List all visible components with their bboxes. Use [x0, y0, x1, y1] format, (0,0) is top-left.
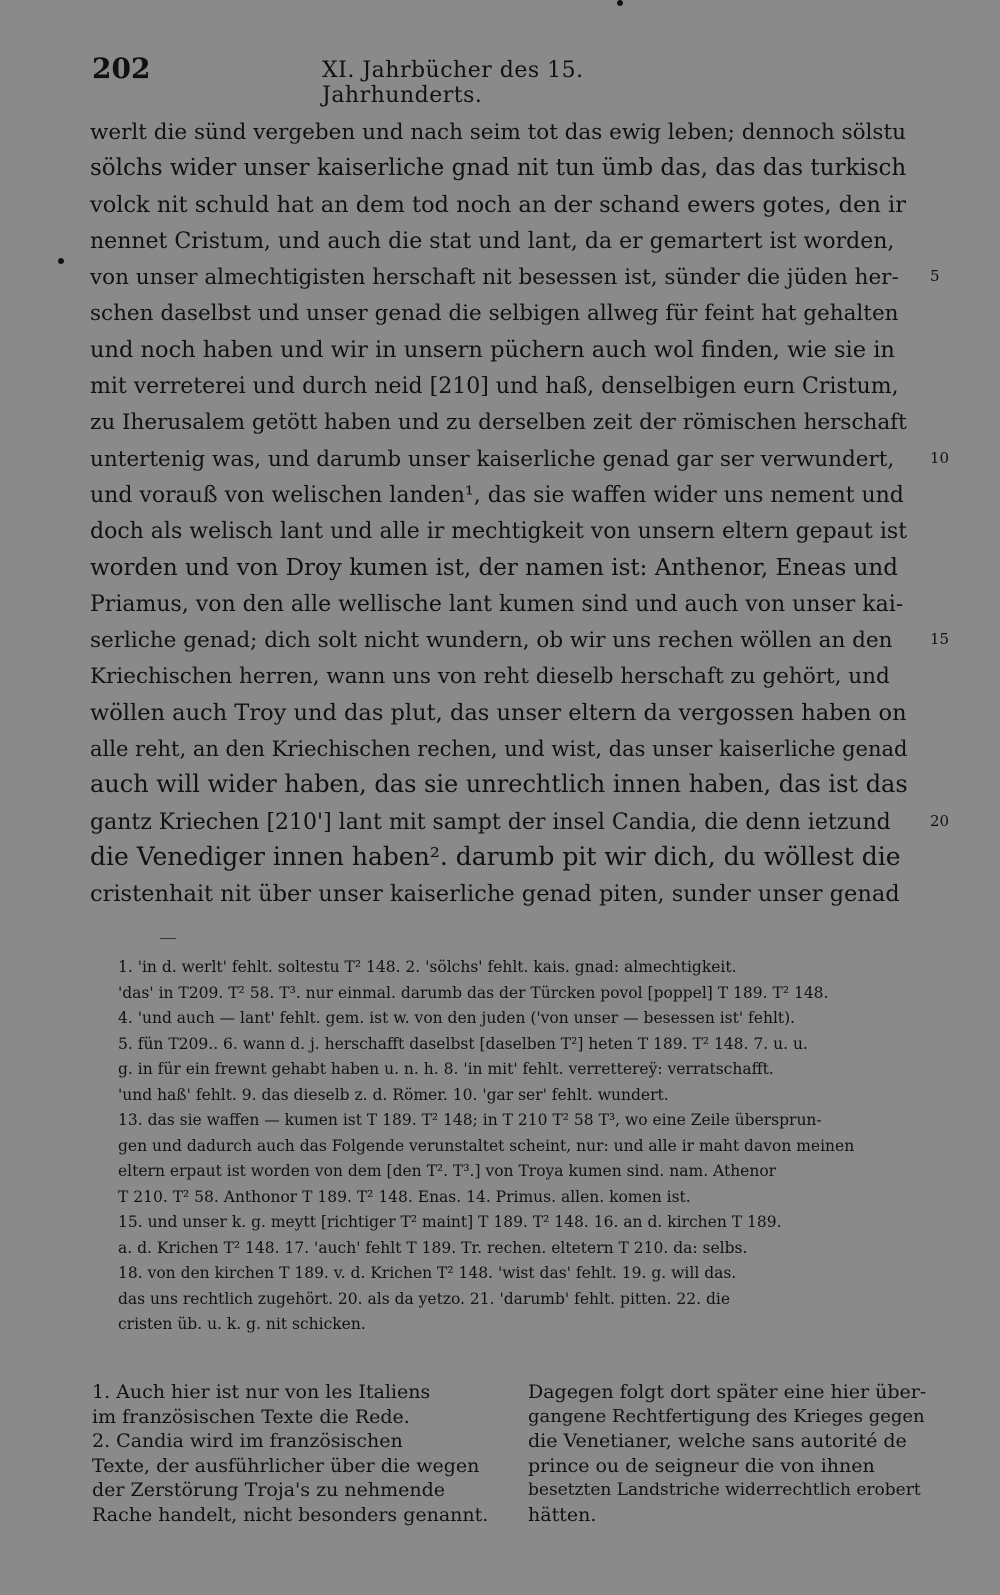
page-number: 202: [92, 52, 151, 85]
line-number: 5: [930, 267, 940, 286]
apparatus-line: 18. von den kirchen T 189. v. d. Krichen T² 148. 'wist das' fehlt. 19. g. will das.: [118, 1264, 737, 1282]
text-line-content: sölchs wider unser kaiserliche gnad nit tun ümb das, das das turkisch: [90, 155, 907, 182]
text-line-content: von unser almechtigisten herschaft nit besessen ist, sünder die jüden her-: [90, 265, 899, 291]
note-line: prince ou de seigneur die von ihnen: [528, 1454, 875, 1477]
apparatus-line: a. d. Krichen T² 148. 17. 'auch' fehlt T 189. Tr. rechen. eltetern T 210. da: selbs.: [118, 1238, 748, 1257]
critical-apparatus: [118, 955, 918, 1338]
apparatus-line: g. in für ein frewnt gehabt haben u. n. h. 8. 'in mit' fehlt. verrettereÿ: verratschafft.: [118, 1060, 774, 1078]
text-line: [90, 222, 920, 258]
footnote-divider: [160, 938, 176, 939]
ink-speck: [617, 0, 623, 6]
line-number: 15: [930, 630, 950, 649]
note-line: der Zerstörung Troja's zu nehmende: [92, 1479, 445, 1501]
text-line-content: zu Iherusalem getött haben und zu derselben zeit der römischen herschaft: [90, 410, 907, 436]
text-line: [90, 367, 920, 403]
note-line: die Venetianer, welche sans autorité de: [528, 1430, 907, 1452]
text-line: [90, 294, 920, 330]
note-line: gangene Rechtfertigung des Krieges gegen: [528, 1405, 925, 1427]
text-line-content: nennet Cristum, und auch die stat und lant, da er gemartert ist worden,: [90, 228, 895, 254]
apparatus-line: eltern erpaut ist worden von dem [den T². T³.] von Troya kumen sind. nam. Athenor: [118, 1162, 777, 1180]
text-line: [90, 149, 920, 185]
note-line: Texte, der ausführlicher über die wegen: [92, 1454, 480, 1477]
text-line-content: untertenig was, und darumb unser kaiserliche genad gar ser verwundert,: [90, 446, 895, 472]
notes-right-column: [528, 1380, 928, 1527]
text-line-content: volck nit schuld hat an dem tod noch an der schand ewers gotes, den ir: [90, 191, 906, 218]
text-line: [90, 730, 920, 766]
text-line: [90, 549, 920, 585]
text-line-content: schen daselbst und unser genad die selbigen allweg für feint hat gehalten: [90, 301, 899, 327]
note-line: hätten.: [528, 1503, 597, 1526]
text-line-content: auch will wider haben, das sie unrechtlich innen haben, das ist das: [90, 770, 908, 799]
text-line: [90, 512, 920, 548]
apparatus-line: 13. das sie waffen — kumen ist T 189. T² 148; in T 210 T² 58 T³, wo eine Zeile übersprun-: [118, 1111, 822, 1129]
text-line-content: Priamus, von den alle wellische lant kumen sind und auch von unser kai-: [90, 591, 904, 617]
note-line: 2. Candia wird im französischen: [92, 1430, 403, 1452]
text-line-content: die Venediger innen haben². darumb pit wir dich, du wöllest die: [90, 841, 901, 871]
line-number: 20: [930, 811, 950, 830]
text-line: [90, 803, 950, 839]
page-header: [92, 52, 732, 108]
apparatus-line: 15. und unser k. g. meytt [richtiger T² maint] T 189. T² 148. 16. an d. kirchen T 189.: [118, 1213, 782, 1231]
apparatus-line: das uns rechtlich zugehört. 20. als da yetzo. 21. 'darumb' fehlt. pitten. 22. die: [118, 1289, 731, 1308]
text-line-content: werlt die sünd vergeben und nach seim tot das ewig leben; dennoch sölstu: [90, 120, 906, 145]
text-line-content: wöllen auch Troy und das plut, das unser eltern da vergossen haben on: [90, 699, 907, 726]
text-line: [90, 258, 940, 294]
text-line-content: und vorauß von welischen landen¹, das sie waffen wider uns nement und: [90, 482, 904, 508]
text-line: [90, 694, 920, 730]
ink-speck: [58, 258, 64, 264]
apparatus-line: gen und dadurch auch das Folgende verunstaltet scheint, nur: und alle ir maht davon meinen: [118, 1136, 855, 1155]
text-line-content: alle reht, an den Kriechischen rechen, und wist, das unser kaiserliche genad: [90, 737, 908, 762]
text-line-content: worden und von Droy kumen ist, der namen ist: Anthenor, Eneas und: [90, 554, 898, 581]
text-line-content: cristenhait nit über unser kaiserliche genad piten, sunder unser genad: [90, 881, 900, 908]
text-line: [90, 331, 920, 367]
text-line: [90, 766, 920, 802]
notes-left-column: [92, 1380, 492, 1527]
apparatus-line: cristen üb. u. k. g. nit schicken.: [118, 1315, 366, 1333]
text-line: [90, 113, 920, 149]
text-line: [90, 403, 920, 439]
note-line: 1. Auch hier ist nur von les Italiens: [92, 1381, 431, 1403]
text-line-content: gantz Kriechen [210'] lant mit sampt der insel Candia, die denn ietzund: [90, 809, 891, 835]
apparatus-line: 'das' in T209. T² 58. T³. nur einmal. darumb das der Türcken povol [poppel] T 189. T² 148.: [118, 983, 829, 1002]
apparatus-line: 4. 'und auch — lant' fehlt. gem. ist w. von den juden ('von unser — besessen ist' fehlt).: [118, 1009, 796, 1027]
apparatus-line: 1. 'in d. werlt' fehlt. soltestu T² 148. 2. 'sölchs' fehlt. kais. gnad: almechtigkeit.: [118, 958, 737, 976]
text-line-content: doch als welisch lant und alle ir mechtigkeit von unsern eltern gepaut ist: [90, 519, 908, 545]
line-number: 10: [930, 448, 950, 467]
running-title: XI. Jahrbücher des 15. Jahrhunderts.: [322, 58, 584, 108]
text-line-content: und noch haben und wir in unsern püchern auch wol finden, wie sie in: [90, 336, 895, 363]
text-line: [90, 440, 950, 476]
text-line: [90, 585, 920, 621]
text-line: [90, 875, 920, 911]
text-line: [90, 657, 920, 693]
text-line: [90, 839, 920, 875]
note-line: Rache handelt, nicht besonders genannt.: [92, 1503, 489, 1526]
note-line: besetzten Landstriche widerrechtlich erobert: [528, 1480, 921, 1500]
apparatus-line: T 210. T² 58. Anthonor T 189. T² 148. Enas. 14. Primus. allen. komen ist.: [118, 1187, 691, 1206]
text-line: [90, 621, 950, 657]
text-line: [90, 186, 920, 222]
main-text-block: [90, 113, 950, 912]
text-line-content: mit verreterei und durch neid [210] und haß, denselbigen eurn Cristum,: [90, 374, 899, 400]
apparatus-line: 'und haß' fehlt. 9. das dieselb z. d. Römer. 10. 'gar ser' fehlt. wundert.: [118, 1085, 669, 1104]
apparatus-line: 5. fün T209.. 6. wann d. j. herschafft daselbst [daselben T²] heten T 189. T² 148. 7. u. u.: [118, 1034, 808, 1053]
text-line-content: Kriechischen herren, wann uns von reht dieselb herschaft zu gehört, und: [90, 664, 890, 690]
note-line: Dagegen folgt dort später eine hier über-: [528, 1381, 927, 1403]
text-line-content: serliche genad; dich solt nicht wundern, ob wir uns rechen wöllen an den: [90, 628, 893, 654]
text-line: [90, 476, 920, 512]
note-line: im französischen Texte die Rede.: [92, 1405, 410, 1428]
